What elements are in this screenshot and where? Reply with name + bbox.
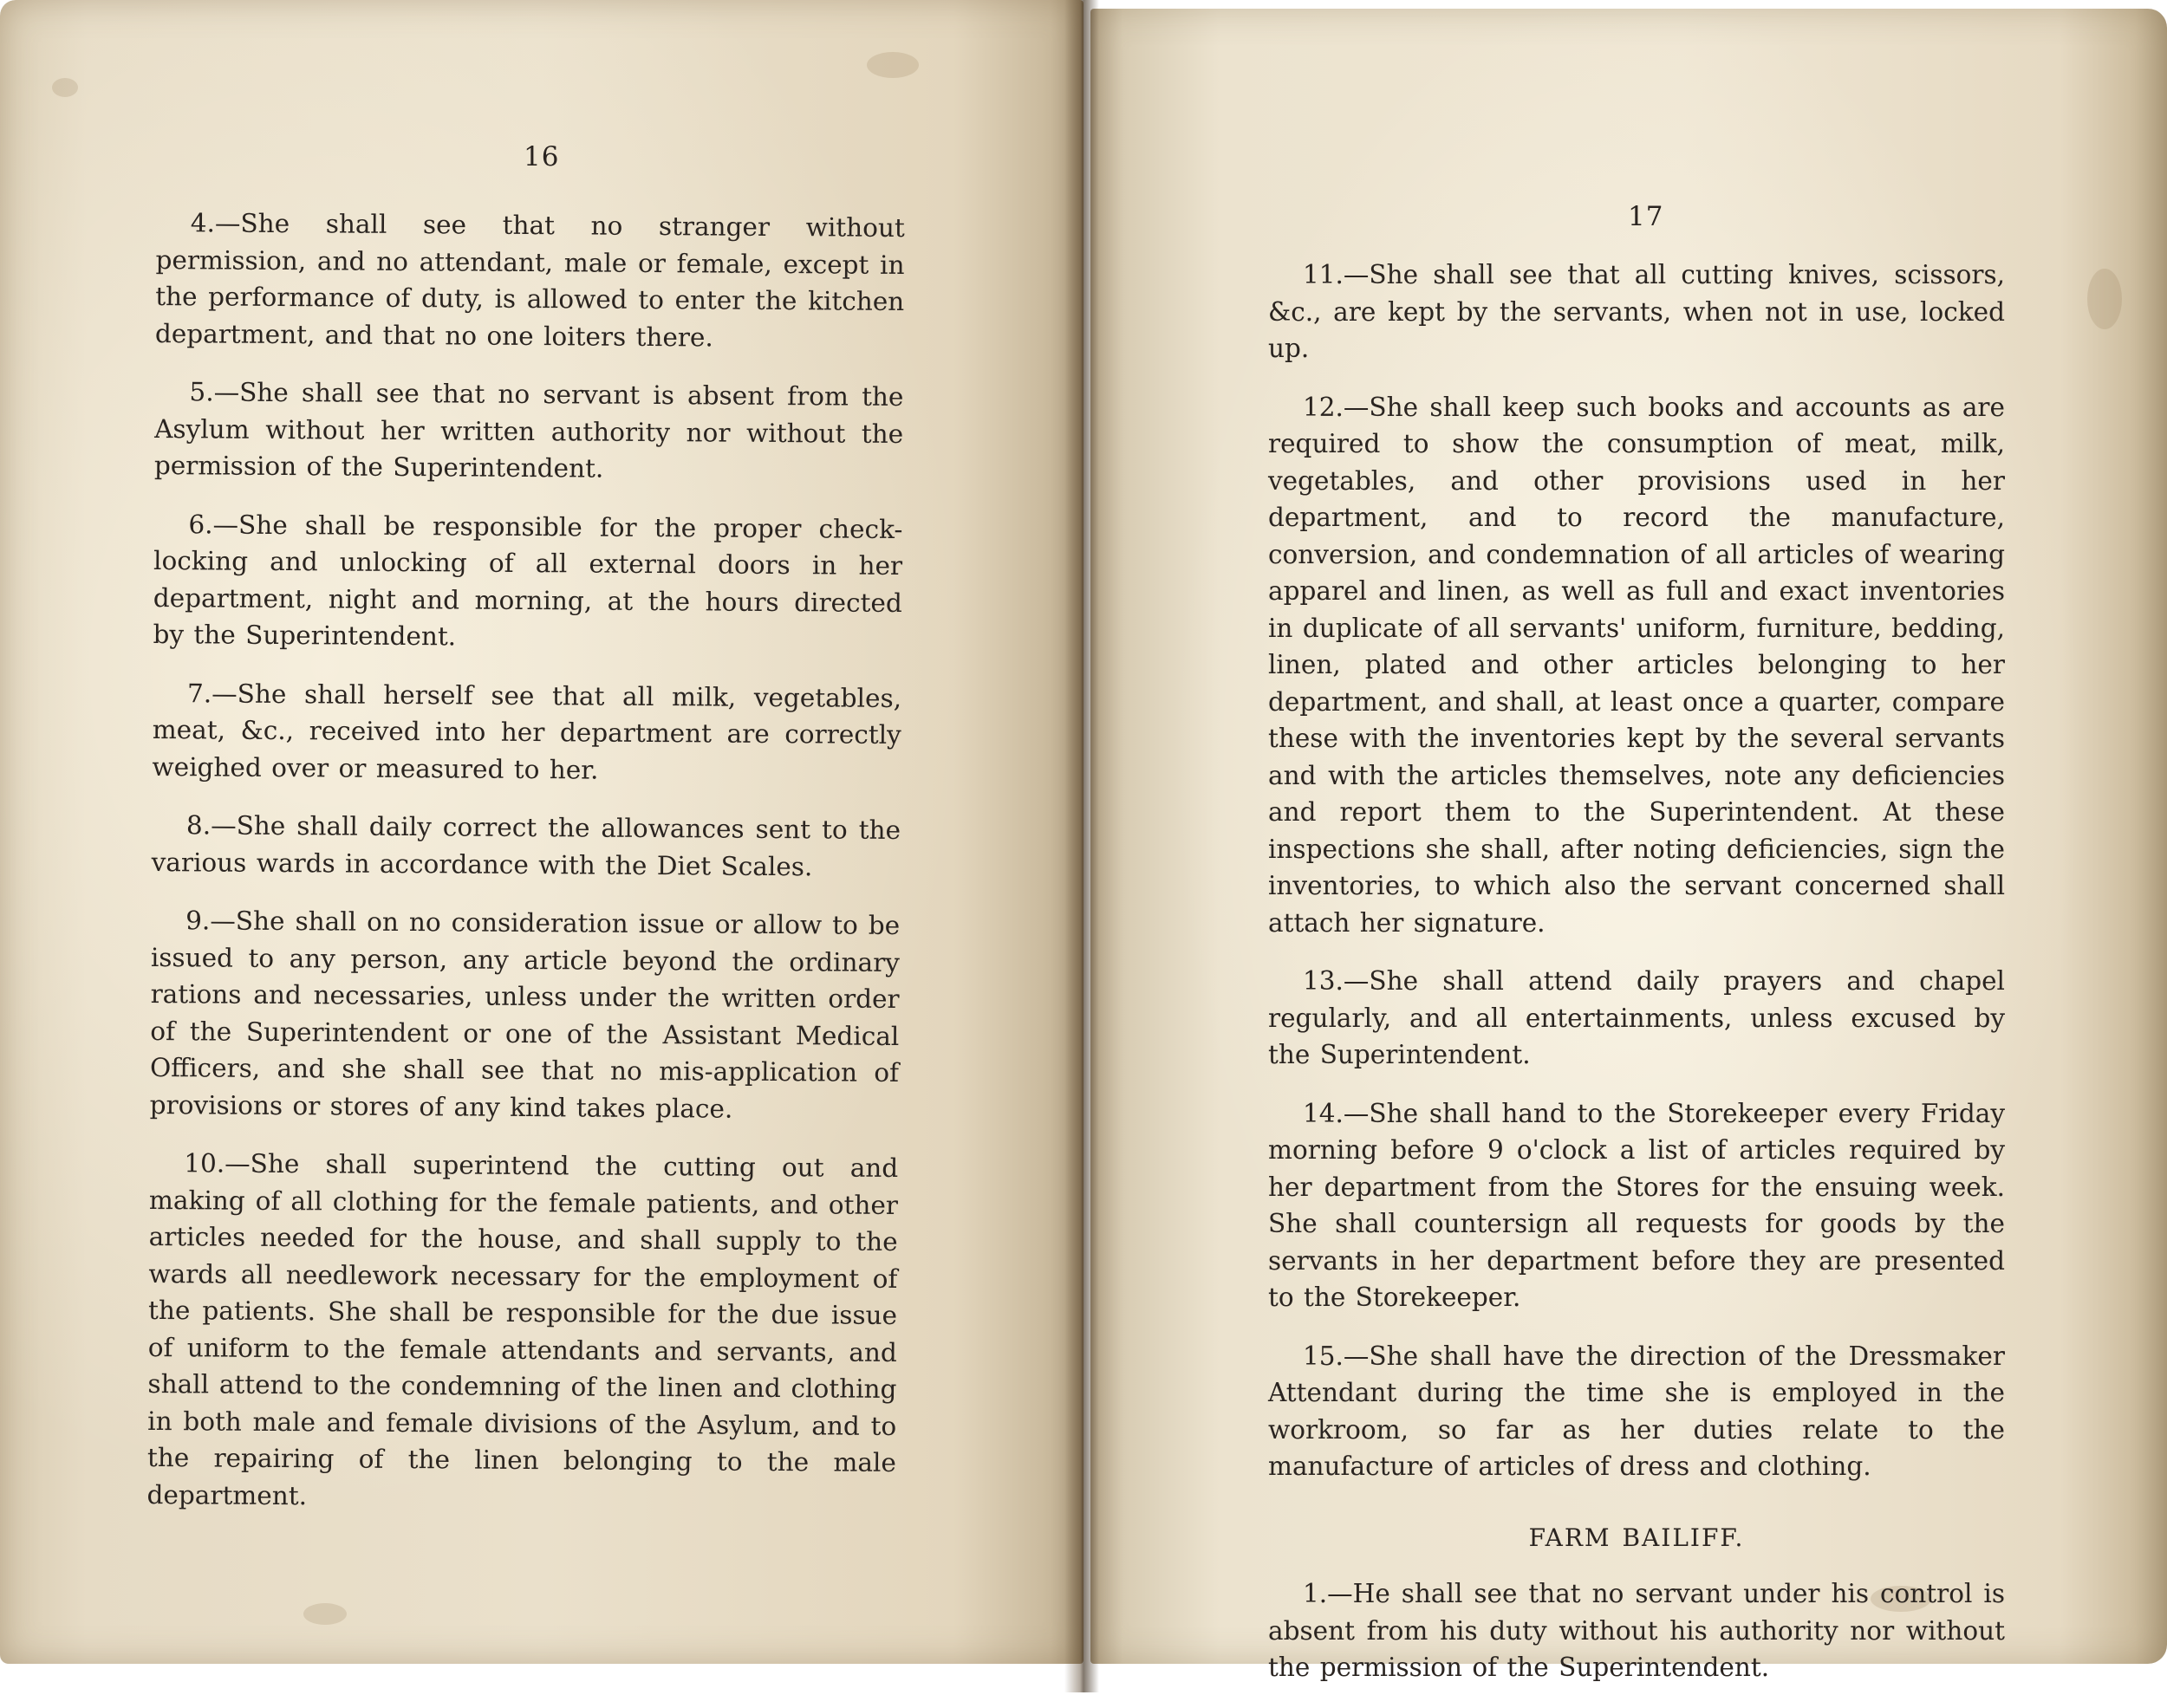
right-page [1090, 9, 2167, 1682]
paper-stain [2087, 269, 2122, 329]
paragraph-10: 10.—She shall superintend the cutting out and making of all clothing for the female patients, and other articles needed for the house, and shall supply to the wards all needlework necessary for the employment of the patients. She shall be responsible for the due issue of uniform to the female attendants and servants, and shall attend to the condemning of the linen and clothing in both male and female divisions of the Asylum, and to the repairing of the linen belonging to the male department. [146, 1148, 899, 1510]
paragraph-8: 8.—She shall daily correct the allowances sent to the various wards in accordance with the Diet Scales. [151, 810, 901, 881]
page-number: 16 [524, 141, 560, 172]
paragraph-4: 4.—She shall see that no stranger without permission, and no attendant, male or female, except in the performance of duty, is allowed to enter the kitchen department, and that no one loiters there. [154, 208, 905, 352]
paragraph-9: 9.—She shall on no consideration issue or allow to be issued to any person, any article beyond the ordinary rations and necessaries, unless under the written order of the Superintendent or one of the Assistant Medical Officers, and she shall see that no mis-application of provisions or stores of any kind takes place. [149, 906, 901, 1124]
paragraph-7: 7.—She shall herself see that all milk, vegetables, meat, &c., received into her department are correctly weighed over or measured to her. [152, 678, 902, 785]
page-number: 17 [1628, 201, 1664, 232]
left-page-body [146, 205, 905, 1540]
paragraph-5: 5.—She shall see that no servant is absent from the Asylum without her written authority nor without the permission of the Superintendent. [153, 377, 904, 484]
paragraph-13: 13.—She shall attend daily prayers and chapel regularly, and all entertainments, unless excused by the Superintendent. [1268, 966, 2005, 1069]
paper-stain [52, 78, 78, 97]
farm-bailiff-paragraph-1: 1.—He shall see that no servant under his control is absent from his duty without his authority nor without the permission of the Superintendent. [1268, 1579, 2005, 1682]
paragraph-15: 15.—She shall have the direction of the Dressmaker Attendant during the time she is employed in the workroom, so far as her duties relate to the manufacture of articles of dress and clothing. [1268, 1341, 2005, 1481]
paragraph-6: 6.—She shall be responsible for the proper check-locking and unlocking of all external doors in her department, night and morning, at the hours directed by the Superintendent. [153, 509, 903, 652]
left-page [0, 0, 1084, 1664]
paragraph-12: 12.—She shall keep such books and accounts as are required to show the consumption of meat, milk, vegetables, and other provisions used in her department, and to record the manufacture, conversion, and condemnation of all articles of wearing apparel and linen, as well as full and exact inventories in duplicate of all servants' uniform, furniture, bedding, linen, plated and other articles belonging to her department, and shall, at least once a quarter, compare these with the inventories kept by the several servants and with the articles themselves, note any deficiencies and report them to the Superintendent. At these inspections she shall, after noting deficiencies, sign the inventories, to which also the servant concerned shall attach her signature. [1268, 392, 2005, 938]
paragraph-14: 14.—She shall hand to the Storekeeper every Friday morning before 9 o'clock a list of articles required by her department from the Stores for the ensuing week. She shall countersign all requests for goods by the servants in her department before they are presented to the Storekeeper. [1268, 1098, 2005, 1312]
right-page-body [1268, 257, 2005, 1708]
paper-stain [867, 52, 919, 78]
paragraph-11: 11.—She shall see that all cutting knives, scissors, &c., are kept by the servants, when not in use, locked up. [1268, 260, 2005, 363]
book-gutter [1064, 0, 1099, 1692]
paper-stain [303, 1603, 347, 1625]
section-heading: FARM BAILIFF. [1528, 1523, 1745, 1552]
